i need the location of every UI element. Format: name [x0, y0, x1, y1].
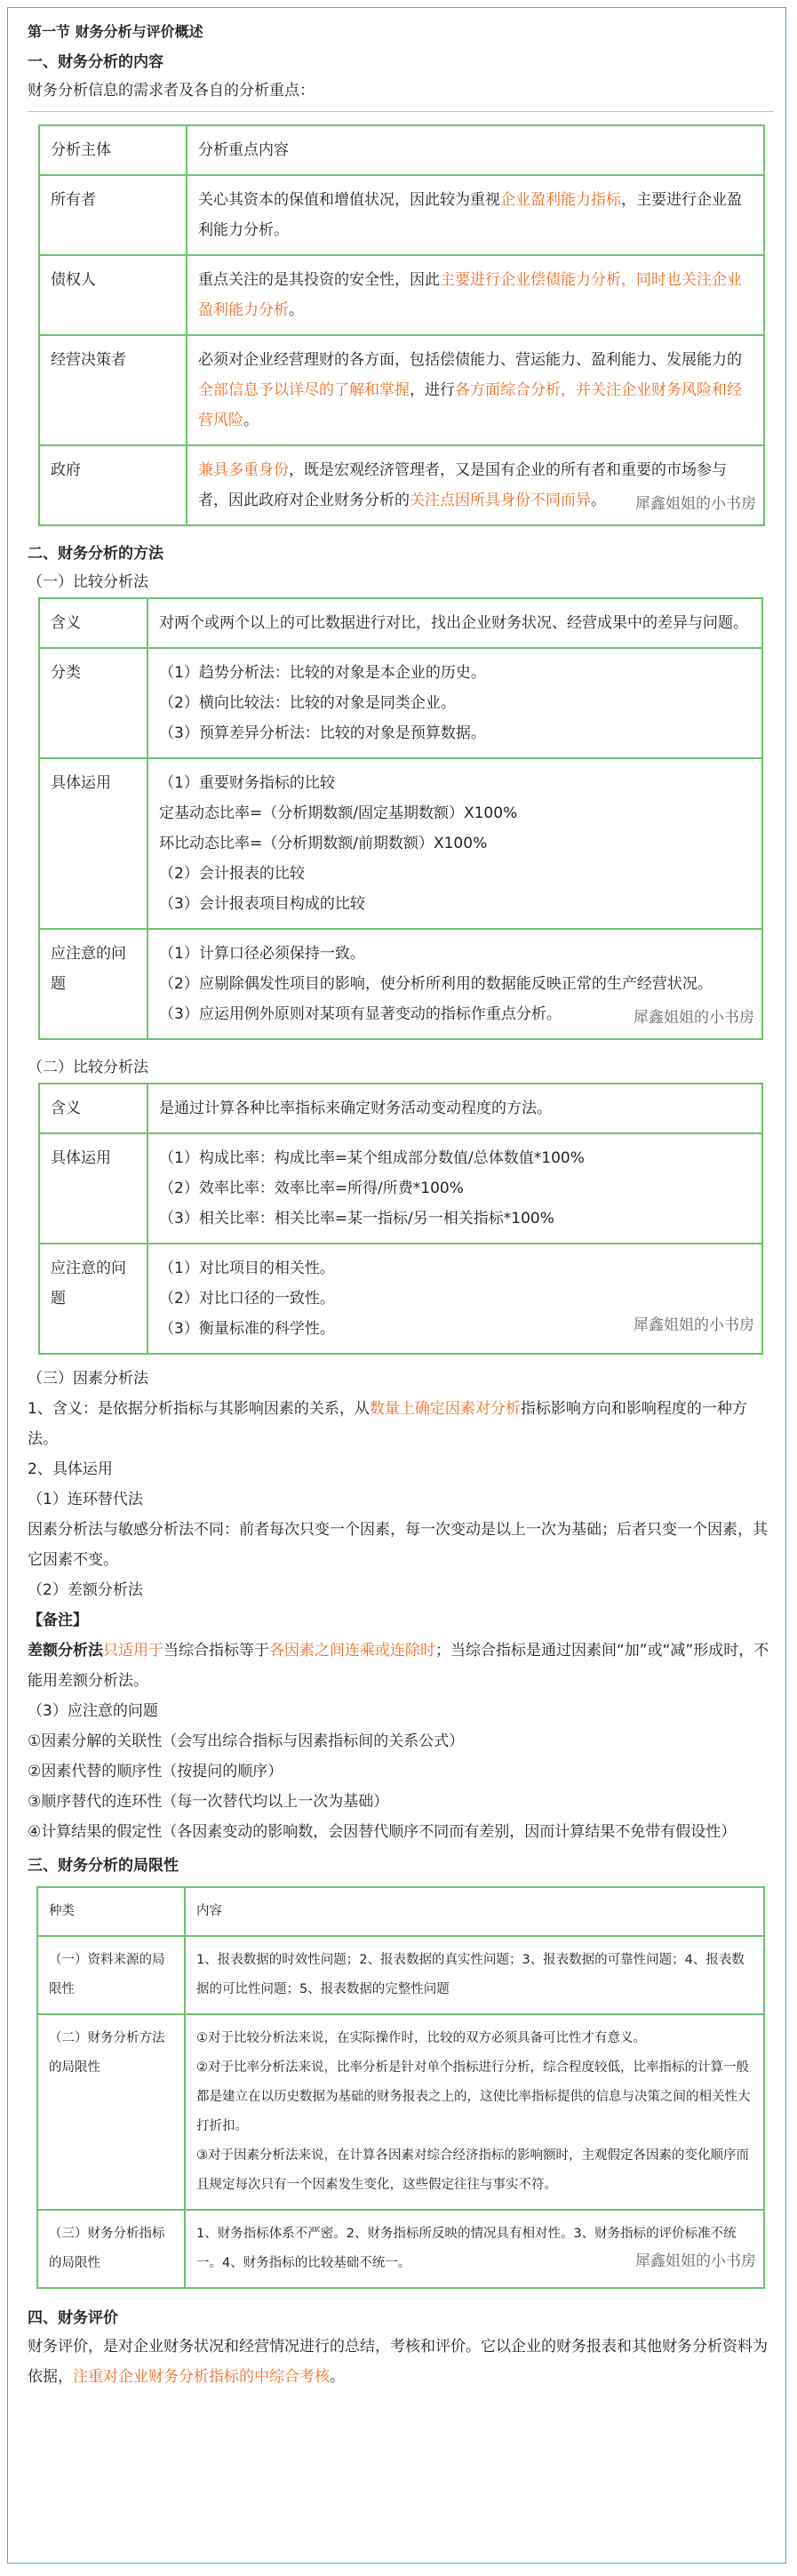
text-run: 。: [243, 412, 259, 429]
cell-line: （1）趋势分析法：比较的对象是本企业的历史。: [159, 664, 486, 682]
highlight-text: 关注点因所具身份不同而异: [410, 492, 591, 509]
subject-cell: 经营决策者: [39, 335, 187, 445]
cell-line: 环比动态比率=（分析期数额/前期数额）X100%: [159, 835, 488, 852]
comparison-method-table: [38, 597, 763, 1040]
cell-line: （2）横向比较法：比较的对象是同类企业。: [159, 694, 456, 712]
content-frame: [7, 7, 786, 2564]
table-row: [39, 175, 764, 255]
article: [28, 19, 774, 2392]
highlight-text: 企业盈利能力指标: [500, 191, 621, 209]
text-run: 。: [591, 492, 606, 509]
text-run: 当综合指标等于: [163, 1642, 269, 1660]
value-cell: [147, 758, 762, 929]
table-row: [37, 2014, 764, 2210]
text-run: 关心其资本的保值和增值状况，因此较为重视: [198, 191, 500, 209]
section2-heading: 二、财务分析的方法: [28, 545, 163, 563]
cell-line: 是通过计算各种比率指标来确定财务活动变动程度的方法。: [159, 1100, 552, 1117]
section3-heading: 三、财务分析的局限性: [28, 1857, 179, 1875]
text-run: 。: [289, 301, 304, 319]
method-description: 因素分析法与敏感分析法不同：前者每次只变一个因素，每一次变动是以上一次为基础；后者只变一个因素，其它因素不变。: [28, 1521, 768, 1569]
watermark-text: 犀鑫姐姐的小书房: [635, 495, 756, 513]
focus-cell: [187, 335, 764, 445]
table-header-row: [37, 1887, 764, 1936]
table-row: [39, 648, 762, 758]
table-row: [39, 335, 764, 445]
text-run: ，进行: [410, 381, 455, 399]
value-cell: [185, 2210, 764, 2288]
cell-line: 1、报表数据的时效性问题；2、报表数据的真实性问题；3、报表数据的可靠性问题；4、报表数据的可比性问题；5、报表数据的完整性问题: [196, 1953, 745, 1996]
key-cell: 应注意的问题: [39, 1244, 147, 1354]
value-cell: [147, 648, 762, 758]
cell-line: （3）应运用例外原则对某项有显著变动的指标作重点分析。: [159, 1005, 562, 1023]
analysis-subject-table: [38, 124, 765, 526]
table-row: [39, 445, 764, 525]
highlight-text: 注重对企业财务分析指标的中综合考核: [73, 2368, 330, 2386]
highlight-text: 主要进行企业偿债能力分析，同时也关注企业盈利能力分析: [198, 271, 742, 319]
value-cell: [147, 929, 762, 1039]
cell-line: ③对于因素分析法来说，在计算各因素对综合经济指标的影响额时，主观假定各因素的变化顺序而且规定每次只有一个因素发生变化，这些假定往往与事实不符。: [196, 2148, 749, 2192]
key-cell: 应注意的问题: [39, 929, 147, 1039]
watermark-text: 犀鑫姐姐的小书房: [634, 1316, 754, 1334]
note-text: [28, 1636, 774, 1696]
text-run: ，既是宏观经济管理者，又是国有企业的所有者和重要的市场参与者，因此政府对企业财务分析的: [198, 461, 727, 509]
method-title: （2）差额分析法: [28, 1581, 143, 1599]
value-cell: [185, 1936, 764, 2014]
cell-line: （2）对比口径的一致性。: [159, 1290, 335, 1308]
table-row: [39, 758, 762, 929]
subject-cell: 债权人: [39, 255, 187, 335]
value-cell: [147, 1244, 762, 1354]
cell-line: （3）衡量标准的科学性。: [159, 1320, 335, 1338]
key-cell: 分类: [39, 648, 147, 758]
list-item: ③顺序替代的连环性（每一次替代均以上一次为基础）: [28, 1793, 389, 1811]
section1-intro: 财务分析信息的需求者及各自的分析重点：: [28, 82, 315, 100]
text-run: ；当综合指标是通过因素间“加”或“减”形成时，不能用差额分析法。: [28, 1642, 769, 1690]
table-row: [39, 598, 762, 648]
table-header-row: [39, 125, 764, 175]
text-run: 重点关注的是其投资的安全性，因此: [198, 271, 440, 289]
highlight-text: 全部信息予以详尽的了解和掌握: [198, 381, 410, 399]
cell-line: （2）应剔除偶发性项目的影响，使分析所利用的数据能反映正常的生产经营状况。: [159, 975, 713, 993]
highlight-text: 兼具多重身份: [198, 461, 289, 479]
page-title: 第一节 财务分析与评价概述: [28, 23, 203, 40]
evaluation-paragraph: [28, 2332, 774, 2392]
watermark-text: 犀鑫姐姐的小书房: [634, 1003, 754, 1033]
cell-line: ②对于比率分析法来说，比率分析是针对单个指标进行分析，综合程度较低，比率指标的计算一般都是建立在以历史数据为基础的财务报表之上的，这使比率指标提供的信息与决策之间的相关性大打折扣。: [196, 2060, 751, 2133]
cell-line: 定基动态比率=（分析期数额/固定基期数额）X100%: [159, 804, 518, 822]
section1-heading: 一、财务分析的内容: [28, 53, 163, 71]
key-cell: 含义: [39, 598, 147, 648]
cell-line: （2）会计报表的比较: [159, 865, 305, 883]
subsection-title: （二）比较分析法: [28, 1059, 148, 1076]
table-row: [39, 1084, 762, 1133]
text-run: 指标影响方向和影响程度的一种方法。: [28, 1400, 747, 1448]
table-row: [39, 929, 762, 1039]
text-run: 必须对企业经营理财的各方面，包括偿债能力、营运能力、盈利能力、发展能力的: [198, 351, 742, 369]
text-run: ，主要进行企业盈利能力分析。: [198, 191, 742, 239]
highlight-text: 各因素之间连乘或连除时: [269, 1642, 435, 1660]
key-cell: 具体运用: [39, 758, 147, 929]
cell-line: （3）会计报表项目构成的比较: [159, 895, 365, 913]
list-item: ②因素代替的顺序性（按提问的顺序）: [28, 1763, 283, 1780]
cell-line: （1）对比项目的相关性。: [159, 1260, 335, 1277]
focus-cell: [187, 445, 764, 525]
list-item: ①因素分解的关联性（会写出综合指标与因素指标间的关系公式）: [28, 1732, 465, 1750]
subsection-title: （一）比较分析法: [28, 573, 148, 591]
divider: [28, 111, 774, 112]
key-cell: （二）财务分析方法的局限性: [37, 2014, 185, 2210]
key-cell: 含义: [39, 1084, 147, 1133]
table-row: [37, 2210, 764, 2288]
table-header-cell: 分析主体: [39, 125, 187, 175]
table-header-cell: 种类: [37, 1887, 185, 1936]
method-title: （1）连环替代法: [28, 1491, 143, 1508]
text-run: 1、含义：是依据分析指标与其影响因素的关系，从: [28, 1400, 370, 1418]
key-cell: （一）资料来源的局限性: [37, 1936, 185, 2014]
table-row: [37, 1936, 764, 2014]
value-cell: [147, 1133, 762, 1244]
cell-line: （1）构成比率：构成比率=某个组成部分数值/总体数值*100%: [159, 1149, 585, 1167]
cell-line: （1）重要财务指标的比较: [159, 774, 335, 792]
highlight-text: 数量上确定因素对分析: [369, 1400, 521, 1418]
key-cell: （三）财务分析指标的局限性: [37, 2210, 185, 2288]
value-cell: [147, 1084, 762, 1133]
subject-cell: 所有者: [39, 175, 187, 255]
table-header-cell: 内容: [185, 1887, 764, 1936]
factor-apply-heading: 2、具体运用: [28, 1460, 113, 1478]
focus-cell: [187, 255, 764, 335]
table-row: [39, 255, 764, 335]
watermark-text: 犀鑫姐姐的小书房: [635, 2247, 756, 2276]
value-cell: [147, 598, 762, 648]
subsection-title: （三）因素分析法: [28, 1370, 148, 1388]
cell-line: （2）效率比率：效率比率=所得/所费*100%: [159, 1180, 464, 1197]
cell-line: （1）计算口径必须保持一致。: [159, 945, 365, 963]
table-row: [39, 1133, 762, 1244]
value-cell: [185, 2014, 764, 2210]
cell-line: 对两个或两个以上的可比数据进行对比，找出企业财务状况、经营成果中的差异与问题。: [159, 614, 748, 632]
highlight-text: 各方面综合分析，并关注企业财务风险和经营风险: [198, 381, 742, 429]
key-cell: 具体运用: [39, 1133, 147, 1244]
highlight-text: 只适用于: [103, 1642, 163, 1660]
factor-definition: [28, 1394, 774, 1454]
subject-cell: 政府: [39, 445, 187, 525]
cell-line: 1、财务指标体系不严密。2、财务指标所反映的情况具有相对性。3、财务指标的评价标准不统一。4、财务指标的比较基础不统一。: [196, 2227, 737, 2270]
limitation-table: [36, 1886, 765, 2289]
text-run: 财务评价，是对企业财务状况和经营情况进行的总结，考核和评价。它以企业的财务报表和其他财务分析资料为依据，: [28, 2338, 768, 2386]
cell-line: ①对于比较分析法来说，在实际操作时，比较的双方必须具备可比性才有意义。: [196, 2031, 646, 2045]
focus-cell: [187, 175, 764, 255]
ratio-method-table: [38, 1083, 763, 1355]
bold-text: 差额分析法: [28, 1642, 103, 1660]
cell-line: （3）相关比率：相关比率=某一指标/另一相关指标*100%: [159, 1210, 554, 1228]
list-item: ④计算结果的假定性（各因素变动的影响数，会因替代顺序不同而有差别，因而计算结果不免带有假设性）: [28, 1823, 737, 1841]
note-label: 【备注】: [28, 1612, 88, 1629]
section4-heading: 四、财务评价: [28, 2309, 118, 2327]
text-run: 。: [330, 2368, 345, 2386]
table-row: [39, 1244, 762, 1354]
cell-line: （3）预算差异分析法：比较的对象是预算数据。: [159, 724, 486, 742]
table-header-cell: 分析重点内容: [187, 125, 764, 175]
issues-title: （3）应注意的问题: [28, 1702, 158, 1720]
